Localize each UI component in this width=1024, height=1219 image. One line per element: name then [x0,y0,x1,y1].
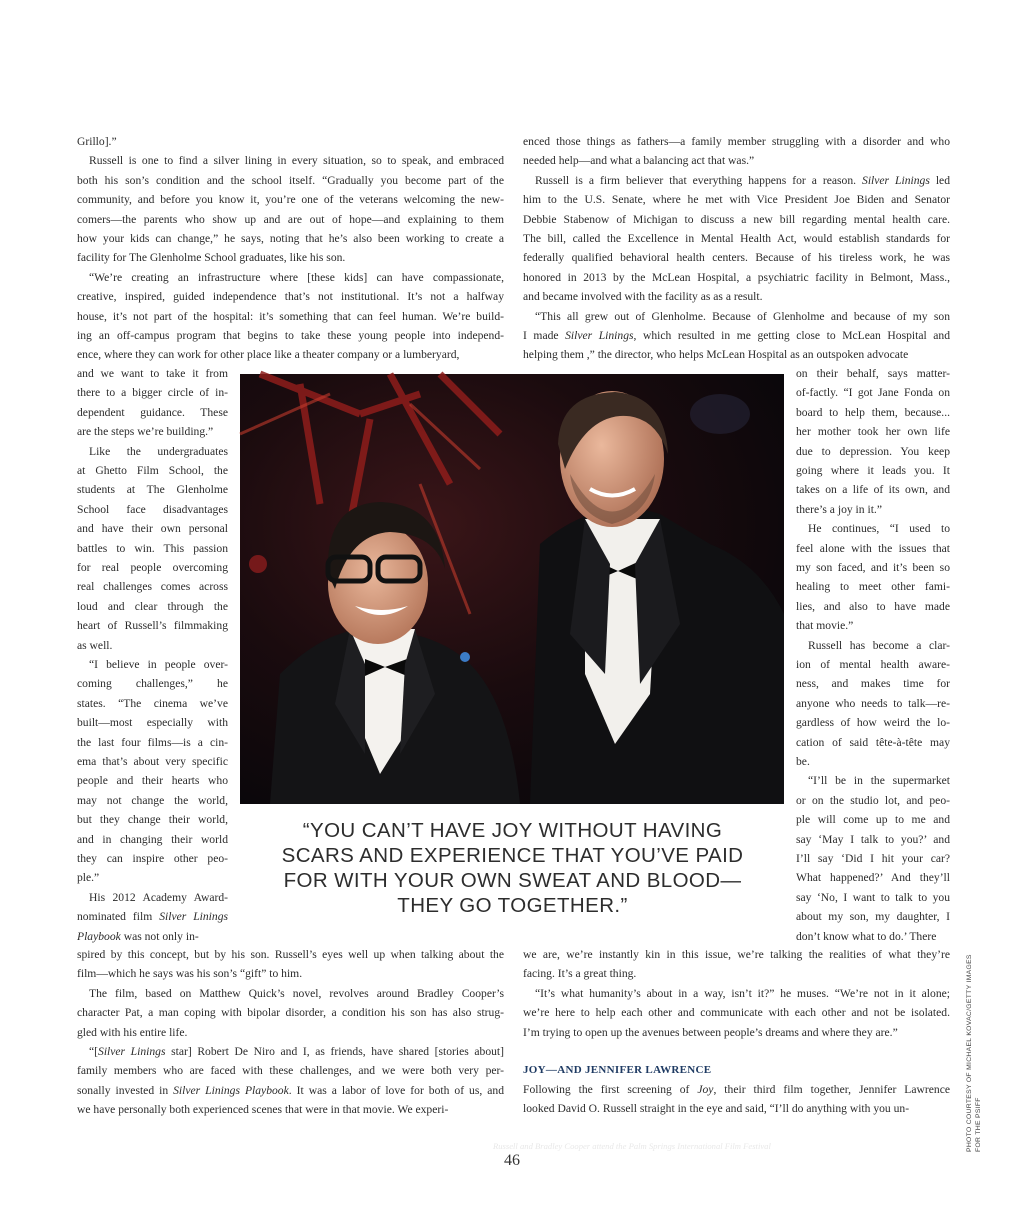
text-line: Russell has become a clar- [808,638,950,652]
text-line: facility for The Glenholme School graduates, like his son. [77,251,346,265]
text-line: be. [796,755,810,768]
page-number: 46 [504,1152,520,1169]
text-line: “I’ll be in the supermarket [808,774,950,788]
text-line: spired by this concept, but by his son. Russell’s eyes well up when talking about the [77,948,504,961]
text-line: What happened?’ And they’ll [796,871,950,885]
text-line: I’ll say ‘Did I hit your car? [796,852,950,865]
text-line: Playbook was not only in- [77,929,199,943]
text-line: family members who are faced with these challenges, and we were both very per- [77,1064,504,1078]
text-line: due to depression. You keep [796,444,950,458]
text-line: The bill, called the Excellence in Mental Health Act, would establish standards for [523,232,950,245]
text-line: lies, and also to have made [796,599,950,613]
text-line: community, and before you know it, you’re one of the veterans welcoming the new- [77,193,504,207]
text-line: of-factly. “I got Jane Fonda on [796,386,950,400]
text-line: board to help them, because... [796,405,950,419]
pull-quote-line: “YOU CAN’T HAVE JOY WITHOUT HAVING [302,819,723,842]
text-line: say ‘No, I want to talk to you [796,890,950,904]
text-line: Russell is one to find a silver lining in every situation, so to speak, and embraced [89,154,504,168]
text-line: The film, based on Matthew Quick’s novel, revolves around Bradley Cooper’s [89,986,504,1000]
text-line: gled with his entire life. [77,1025,188,1039]
text-line: are the steps we’re building.” [77,425,214,439]
text-line: students at The Glenholme [77,483,228,497]
text-line: on their behalf, says matter- [796,367,950,380]
text-line: film—which he says was his son’s “gift” to him. [77,967,303,981]
text-line: for real people overcoming [77,561,228,574]
text-line: “This all grew out of Glenholme. Because of Glenholme and because of my son [535,309,950,323]
text-line: Grillo].” [77,135,117,148]
text-line: feel alone with the issues that [796,541,950,555]
text-line: His 2012 Academy Award- [89,890,228,904]
pull-quote [250,818,775,918]
text-line: and have their own personal [77,522,228,536]
text-line: and we want to take it from [77,367,228,380]
text-line: School face disadvantages [77,502,228,516]
text-line: him to the U.S. Senate, where he met with Vice President Joe Biden and Senator [523,193,950,207]
text-line: Debbie Stabenow of Michigan to discuss a new bill regarding mental health care. [523,212,950,226]
text-line: states. “The cinema we’ve [77,696,228,710]
text-line: comers—the parents who show up and are out of hope—and explaining to them [77,212,504,226]
text-line: cation of said tête-à-tête may [796,735,950,749]
text-line: real challenges comes across [77,580,228,594]
text-line: sonally invested in Silver Linings Playbook. It was a labor of love for both of us, and [77,1083,504,1097]
text-line: ence, where they can work for other place like a theater company or a lumberyard, [77,348,460,362]
text-line: at Ghetto Film School, the [77,464,228,477]
text-line: facing. It’s a great thing. [523,967,637,981]
text-line: ness, and makes time for [796,677,950,691]
text-line: say ‘May I talk to you?’ and [796,832,950,846]
text-line: “I believe in people over- [89,658,228,671]
text-line: going where it leads you. It [796,464,950,477]
text-line: takes on a life of its own, and [796,483,950,497]
photo-credit: PHOTO COURTESY OF MICHAEL KOVAC/GETTY IMAGES FOR THE PSIFF [966,954,982,1152]
text-line: I’m trying to open up the avenues between people’s dreams and where they are.” [523,1025,898,1039]
text-line: helping them ,” the director, who helps McLean Hospital as an outspoken advocate [523,348,909,362]
photo-caption: Russell and Bradley Cooper attend the Palm Springs International Film Festival [493,1141,771,1151]
text-line: we’re here to help each other and communicate with each other and not be isolated. [523,1006,950,1020]
text-line: dependent guidance. These [77,405,228,419]
text-line: house, it’s not part of the hospital: it’s something that can feel human. We’re build- [77,309,504,323]
text-line: but they change their world, [77,813,228,827]
text-line: or on the studio lot, and peo- [796,793,950,807]
text-line: federally qualified behavioral health centers. Because of his tireless work, he was [523,251,950,265]
text-line: creative, inspired, guided independence that’s not institutional. It’s not a halfway [77,290,504,304]
text-line: anyone who needs to talk—re- [796,696,950,710]
text-line: and in changing their world [77,832,228,846]
text-line: built—most especially with [77,716,228,730]
text-line: healing to meet other fami- [796,580,950,594]
text-line: the last four films—is a cin- [77,735,228,749]
text-line: “It’s what humanity’s about in a way, isn’t it?” he muses. “We’re not in it alone; [535,986,950,1000]
text-line: I made Silver Linings, which resulted in me getting close to McLean Hospital and [523,329,951,342]
text-line: nominated film Silver Linings [77,910,229,924]
text-line: He continues, “I used to [808,522,950,536]
text-line: coming challenges,” he [77,677,228,691]
text-line: they can inspire other peo- [77,852,228,865]
section-heading: JOY—AND JENNIFER LAWRENCE [523,1064,712,1076]
photo-illustration [240,374,784,804]
text-line: there to a bigger circle of in- [77,386,228,400]
text-line: Following the first screening of Joy, their third film together, Jennifer Lawrence [523,1083,950,1096]
text-line: gardless of how weird the lo- [796,716,950,730]
text-line: may not change the world, [77,793,228,807]
text-line: heart of Russell’s filmmaking [77,619,228,633]
text-line: Like the undergraduates [89,444,228,458]
text-line: how your kids can change,” he says, noting that he’s also been working to create a [77,232,504,245]
text-line: and became involved with the facility as as a result. [523,290,763,304]
text-line: we are, we’re instantly kin in this issue, we’re talking the realities of what they’re [523,948,950,961]
text-line: battles to win. This passion [77,541,228,555]
text-line: enced those things as fathers—a family member struggling with a disorder and who [523,135,950,148]
text-line: that movie.” [796,619,854,633]
text-line: don’t know what to do.’ There [796,929,937,943]
text-line: honored in 2013 by the McLean Hospital, a psychiatric facility in Belmont, Mass., [523,270,950,284]
text-line: about my son, my daughter, I [796,910,950,924]
text-line: ple.” [77,871,100,885]
text-line: people and their hearts who [77,774,228,788]
pull-quote-line: THEY GO TOGETHER.” [397,894,628,917]
text-line: character Pat, a man coping with bipolar disorder, a condition his son has also strug- [77,1006,504,1020]
text-line: ion of mental health aware- [796,658,950,671]
text-line: both his son’s condition and the school itself. “Gradually you become part of the [77,173,504,187]
text-line: there’s a joy in it.” [796,502,882,516]
text-line: my son faced, and it’s been so [796,561,950,574]
text-line: ing an off-campus program that begins to take these young people into independ- [77,329,504,342]
text-line: “[Silver Linings star] Robert De Niro and I, as friends, have shared [stories about] [89,1045,505,1058]
text-line: “We’re creating an infrastructure where [these kids] can have compassionate, [89,270,504,284]
pull-quote-line: SCARS AND EXPERIENCE THAT YOU’VE PAID [281,844,744,867]
text-line: ema that’s about very specific [77,755,228,768]
text-line: loud and clear through the [77,599,228,613]
text-line: we have personally both experienced scenes that were in that movie. We experi- [77,1103,449,1117]
text-line: as well. [77,638,113,652]
text-line: her mother took her own life [796,425,950,439]
text-line: ple will come up to me and [796,813,950,827]
text-line: looked David O. Russell straight in the eye and said, “I’ll do anything with you un- [523,1102,910,1116]
text-line: needed help—and what a balancing act that was.” [523,154,755,168]
pull-quote-line: FOR WITH YOUR OWN SWEAT AND BLOOD— [283,869,742,892]
text-line: Russell is a firm believer that everything happens for a reason. Silver Linings led [535,173,950,187]
